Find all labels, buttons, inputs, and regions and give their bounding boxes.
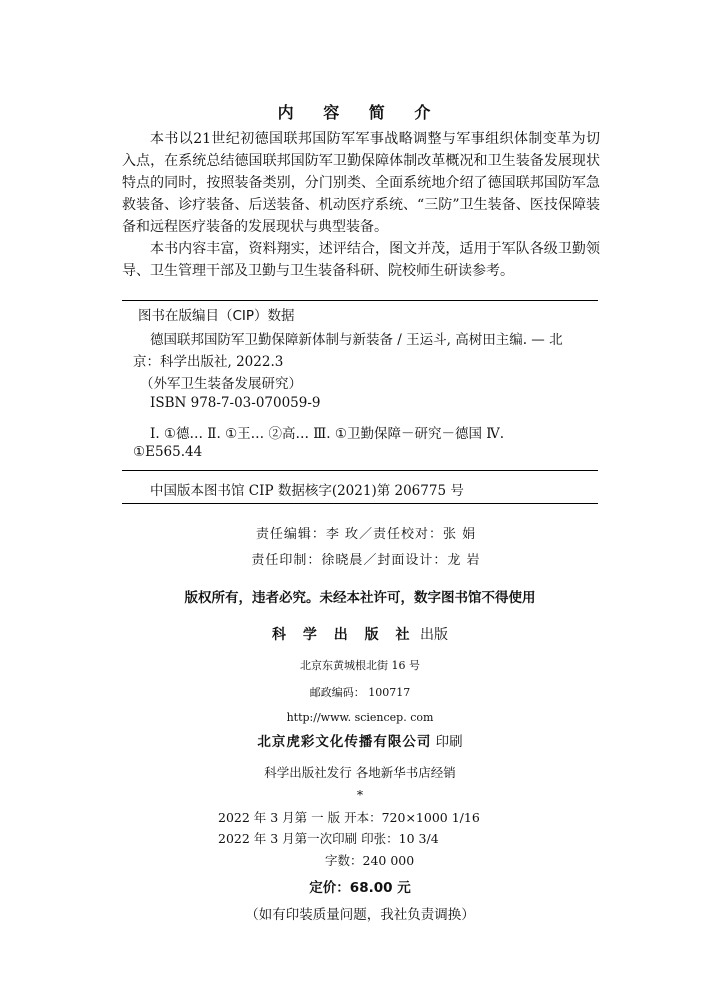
- publisher-name: 科 学 出 版 社: [272, 627, 416, 643]
- publisher-line: [0, 624, 720, 644]
- quality-notice: （如有印装质量问题，我社负责调换）: [245, 907, 475, 923]
- book-introduction: [122, 128, 600, 282]
- cip-top-rule: [122, 300, 598, 301]
- cip-middle-rule: [122, 470, 598, 471]
- publisher-address: 北京东黄城根北街 16 号: [300, 659, 420, 672]
- cip-classification-line: Ⅰ. ①德… Ⅱ. ①王… ②高… Ⅲ. ①卫勤保障－研究－德国 Ⅳ.: [150, 426, 505, 442]
- page-title: 内 容 简 介: [277, 103, 443, 122]
- copyright-statement: 版权所有，违者必究。未经本社许可，数字图书馆不得使用: [184, 590, 536, 606]
- postal-code: 邮政编码： 100717: [309, 686, 411, 699]
- word-count-line: 字数：240 000: [325, 853, 415, 868]
- cip-classification-code: ①E565.44: [133, 444, 203, 460]
- distribution-line: 科学出版社发行 各地新华书店经销: [264, 765, 456, 780]
- printer-name: 北京虎彩文化传播有限公司: [257, 734, 432, 750]
- cip-title-line: 德国联邦国防军卫勤保障新体制与新装备 / 王运斗, 高树田主编. — 北: [150, 332, 563, 348]
- edition-line: 2022 年 3 月第 一 版 开本：720×1000 1/16: [218, 810, 480, 825]
- publisher-suffix: 出版: [419, 627, 448, 643]
- staff-line-production: 责任印制：徐晓晨／封面设计：龙 岩: [251, 553, 481, 568]
- cip-series-line: （外军卫生装备发展研究）: [140, 376, 302, 392]
- cip-heading: 图书在版编目（CIP）数据: [138, 308, 295, 324]
- intro-paragraph-2: 本书内容丰富，资料翔实，述评结合，图文并茂，适用于军队各级卫勤领导、卫生管理干部及卫勤与卫生装备科研、院校师生研读参考。: [122, 241, 600, 279]
- price-line: 定价：68.00 元: [309, 880, 411, 896]
- printer-suffix: 印刷: [435, 734, 463, 750]
- printing-line: 2022 年 3 月第一次印刷 印张：10 3/4: [218, 831, 439, 846]
- intro-paragraph-1: 本书以21世纪初德国联邦国防军军事战略调整与军事组织体制变革为切入点，在系统总结德国联邦国防军卫勤保障体制改革概况和卫生装备发展现状特点的同时，按照装备类别，分门别类、全面系统地介绍了德国联邦国防军急救装备、诊疗装备、后送装备、机动医疗系统、“三防”卫生装备、医技保障装备和远程医疗装备的发展现状与典型装备。: [122, 131, 600, 235]
- separator-star: *: [356, 787, 364, 802]
- cip-record-number: 中国版本图书馆 CIP 数据核字(2021)第 206775 号: [150, 483, 464, 499]
- website-url: http://www. sciencep. com: [286, 711, 434, 724]
- printer-line: [0, 730, 720, 750]
- cip-isbn-line: ISBN 978-7-03-070059-9: [150, 395, 321, 411]
- cip-publisher-line: 京：科学出版社, 2022.3: [133, 354, 284, 370]
- cip-bottom-rule: [122, 503, 598, 504]
- staff-line-editors: 责任编辑：李 玫／责任校对：张 娟: [255, 527, 477, 542]
